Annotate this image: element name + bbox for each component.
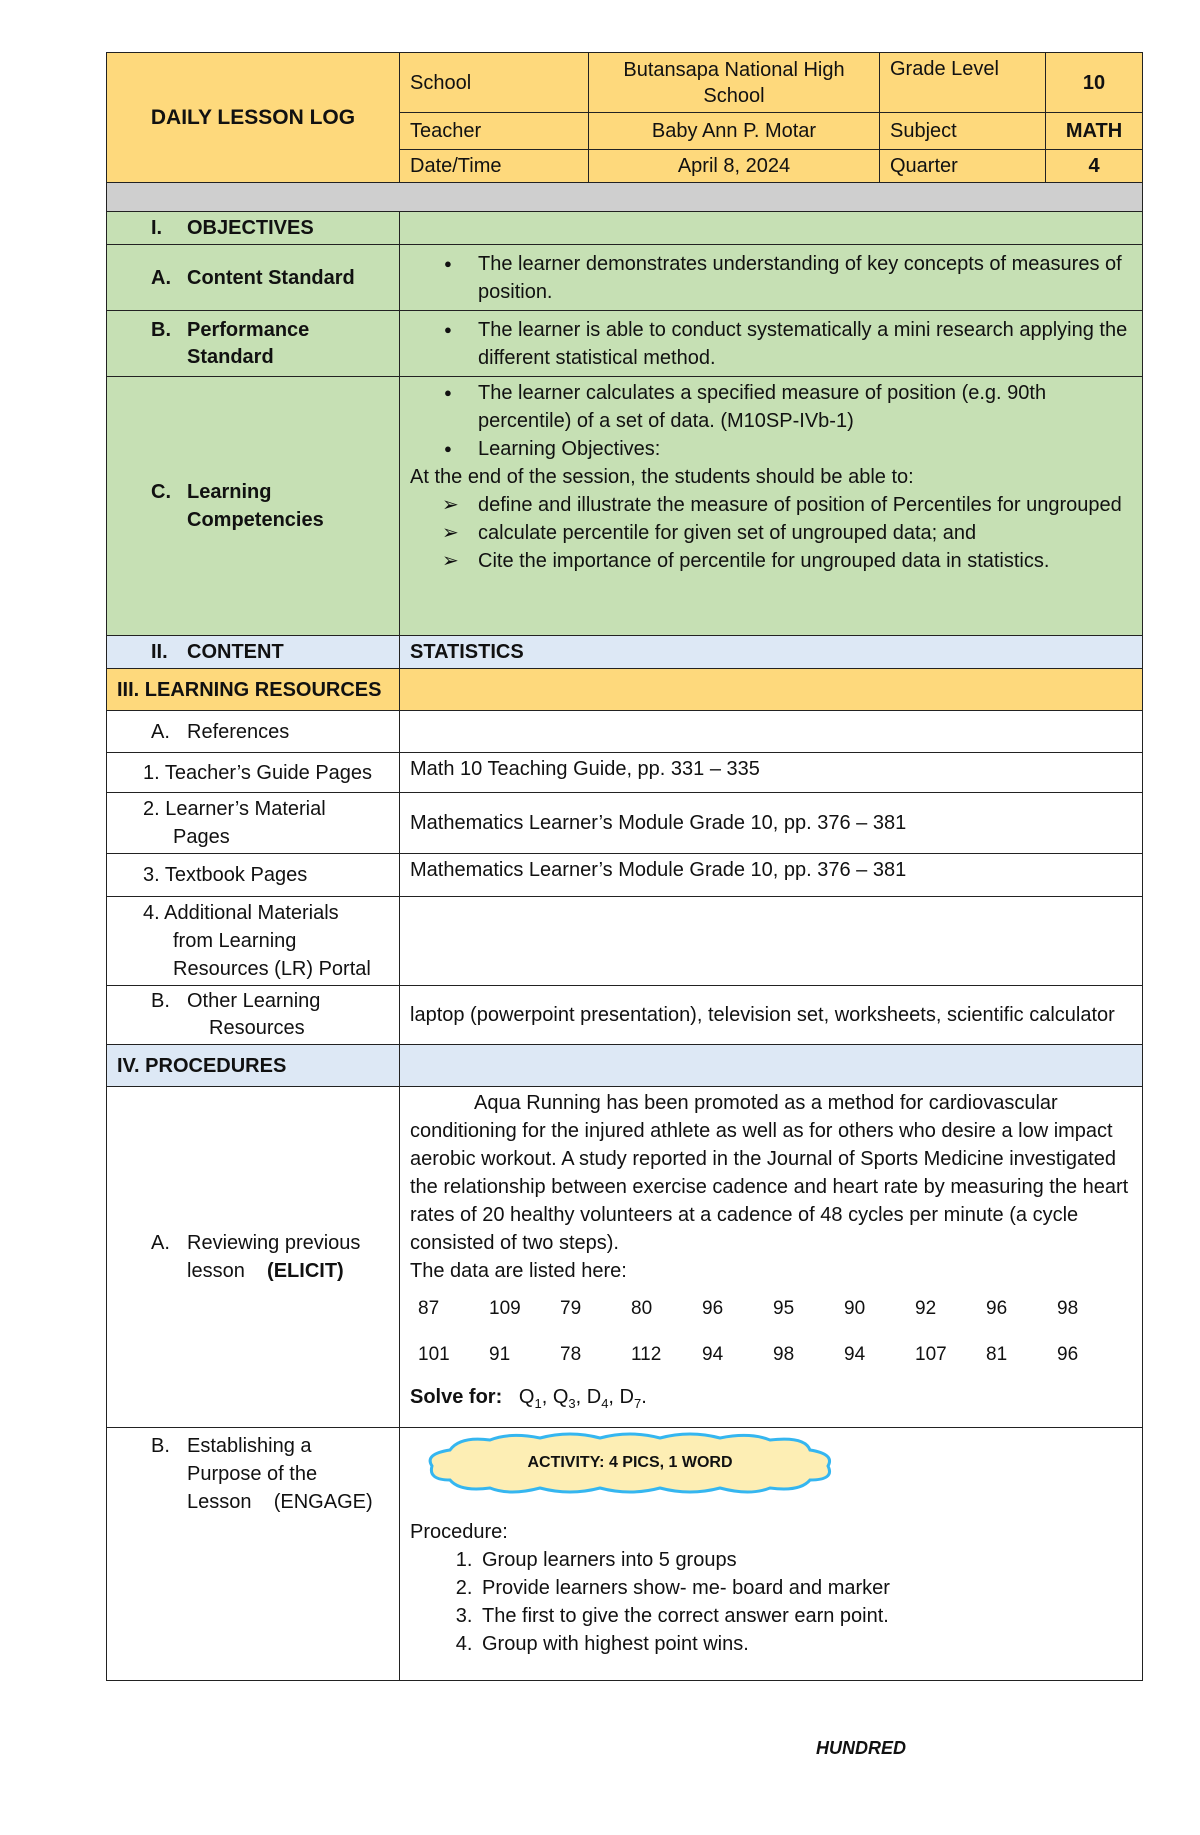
procedure-step: 3. The first to give the correct answer earn point. [478, 1602, 1132, 1630]
references-blank [400, 711, 1143, 753]
date-label: Date/Time [400, 150, 589, 183]
lm-label [107, 793, 400, 854]
teacher-value: Baby Ann P. Motar [589, 113, 880, 150]
activity-title: ACTIVITY: 4 PICS, 1 WORD [527, 1454, 733, 1471]
competencies-cell [400, 377, 1143, 636]
data-value: 96 [1057, 1344, 1079, 1365]
data-value: 98 [773, 1344, 795, 1365]
school-value: Butansapa National High School [589, 53, 880, 113]
am-label-line1: 4. Additional Materials [143, 902, 339, 924]
objectives-bullet: ● Learning Objectives: [478, 435, 1132, 463]
data-value: 87 [418, 1298, 440, 1319]
procedure-step: 1. Group learners into 5 groups [478, 1546, 1132, 1574]
other-resources-label [107, 986, 400, 1045]
procedure-step: 4. Group with highest point wins. [478, 1630, 1132, 1658]
content-standard-value: ● The learner demonstrates understanding of key concepts of measures of position. [478, 250, 1132, 306]
content-standard-letter: A. [151, 266, 171, 289]
am-blank [400, 897, 1143, 986]
data-value: 107 [915, 1344, 947, 1365]
data-value: 95 [773, 1298, 795, 1319]
data-value: 78 [560, 1344, 582, 1365]
content-heading-num: II. [151, 641, 168, 663]
procedures-heading-blank [400, 1045, 1143, 1087]
data-value: 94 [702, 1344, 724, 1365]
other-resources-line2: Resources [209, 1017, 305, 1039]
tb-value: Mathematics Learner’s Module Grade 10, pp. 376 – 381 [400, 854, 1143, 897]
review-tag: (ELICIT) [267, 1260, 344, 1282]
data-value: 112 [631, 1344, 662, 1365]
objectives-heading-blank [400, 212, 1143, 245]
procedure-label: Procedure: [410, 1521, 508, 1543]
content-standard-label [107, 245, 400, 311]
border-gap [800, 1662, 1018, 1668]
objectives-heading-num: I. [151, 217, 163, 239]
data-value: 109 [489, 1298, 521, 1319]
data-value: 94 [844, 1344, 866, 1365]
performance-standard-text: Performance Standard [187, 318, 310, 368]
engage-letter: B. [151, 1435, 170, 1457]
performance-standard-label [107, 311, 400, 377]
review-cell [400, 1087, 1143, 1428]
data-value: 81 [986, 1344, 1008, 1365]
subject-label: Subject [880, 113, 1046, 150]
resources-heading-blank [400, 669, 1143, 711]
data-value: 92 [915, 1298, 937, 1319]
data-value: 91 [489, 1344, 511, 1365]
teacher-label: Teacher [400, 113, 589, 150]
engage-tag: (ENGAGE) [273, 1491, 373, 1513]
quarter-label: Quarter [880, 150, 1046, 183]
procedure-step: 2. Provide learners show- me- board and marker [478, 1574, 1132, 1602]
objective-item: ➢ define and illustrate the measure of position of Percentiles for ungrouped [478, 491, 1132, 519]
objectives-intro: At the end of the session, the students should be able to: [410, 466, 914, 488]
objective-item: ➢ Cite the importance of percentile for ungrouped data in statistics. [478, 547, 1132, 575]
grade-label: Grade Level [880, 53, 1046, 113]
engage-line2: Purpose of the [187, 1463, 318, 1485]
performance-standard-cell [400, 311, 1143, 377]
other-resources-line1: Other Learning [187, 990, 321, 1012]
resources-heading: III. LEARNING RESOURCES [107, 669, 400, 711]
data-value: 98 [1057, 1298, 1079, 1319]
data-values [418, 1295, 1132, 1369]
solve-label: Solve for: [410, 1386, 503, 1408]
review-label [107, 1087, 400, 1428]
lm-label-line2: Pages [173, 826, 230, 848]
lm-value: Mathematics Learner’s Module Grade 10, pp. 376 – 381 [400, 793, 1143, 854]
tb-label: 3. Textbook Pages [107, 854, 400, 897]
doc-title: DAILY LESSON LOG [107, 53, 400, 183]
other-resources-value: laptop (powerpoint presentation), television set, worksheets, scientific calculator [400, 986, 1143, 1045]
lesson-log-table [106, 52, 1143, 1681]
am-label [107, 897, 400, 986]
performance-standard-letter: B. [151, 318, 171, 341]
daily-lesson-log [106, 52, 1142, 1681]
content-standard-cell [400, 245, 1143, 311]
engage-line3: Lesson [187, 1491, 252, 1513]
objective-item: ➢ calculate percentile for given set of ungrouped data; and [478, 519, 1132, 547]
footer-word: HUNDRED [816, 1738, 906, 1758]
quarter-value: 4 [1046, 150, 1143, 183]
date-value: April 8, 2024 [589, 150, 880, 183]
content-standard-text: Content Standard [187, 266, 355, 289]
am-label-line2: from Learning [173, 930, 297, 952]
data-intro: The data are listed here: [410, 1260, 627, 1282]
objectives-heading-text: OBJECTIVES [187, 217, 314, 239]
competency-bullet: ● The learner calculates a specified measure of position (e.g. 90th percentile) of a set of data. (M10SP-IVb-1) [478, 379, 1132, 435]
data-value: 90 [844, 1298, 866, 1319]
content-value: STATISTICS [400, 636, 1143, 669]
data-value: 80 [631, 1298, 653, 1319]
competencies-text: Learning Competencies [187, 481, 324, 531]
data-value: 96 [702, 1298, 724, 1319]
grade-value: 10 [1046, 53, 1143, 113]
data-value: 79 [560, 1298, 582, 1319]
references-text: References [187, 720, 290, 743]
am-label-line3: Resources (LR) Portal [173, 958, 371, 980]
references-label [107, 711, 400, 753]
objectives-heading [107, 212, 400, 245]
lm-label-line1: 2. Learner’s Material [143, 798, 326, 820]
review-line1: Reviewing previous [187, 1232, 361, 1254]
separator-row [107, 183, 1143, 212]
review-line2: lesson [187, 1260, 245, 1282]
competencies-letter: C. [151, 481, 171, 503]
data-value: 101 [418, 1344, 450, 1365]
subject-value: MATH [1046, 113, 1143, 150]
school-label: School [400, 53, 589, 113]
engage-label [107, 1428, 400, 1681]
review-letter: A. [151, 1232, 170, 1254]
tg-value: Math 10 Teaching Guide, pp. 331 – 335 [400, 753, 1143, 793]
competencies-label [107, 377, 400, 636]
data-value: 96 [986, 1298, 1008, 1319]
tg-label: 1. Teacher’s Guide Pages [107, 753, 400, 793]
review-paragraph: Aqua Running has been promoted as a method for cardiovascular conditioning for the injured athlete as well as for others who desire a low impact aerobic workout. A study reported in the Journal of Sports Medicine investigated the relationship between exercise cadence and heart rate by measuring the heart rates of 20 healthy volunteers at a cadence of 48 cycles per minute (a cycle consisted of two steps). [410, 1092, 1129, 1254]
activity-cloud [420, 1430, 840, 1496]
engage-cell [400, 1428, 1143, 1681]
engage-line1: Establishing a [187, 1435, 312, 1457]
solve-items: $Q_1$, $Q_3$, $D_4$, $D_7$. [518, 1386, 647, 1411]
performance-standard-value: ● The learner is able to conduct systematically a mini research applying the different statistical method. [478, 316, 1132, 372]
content-heading [107, 636, 400, 669]
references-letter: A. [151, 720, 170, 743]
procedures-heading: IV. PROCEDURES [107, 1045, 400, 1087]
content-heading-text: CONTENT [187, 641, 284, 663]
other-resources-letter: B. [151, 990, 170, 1012]
